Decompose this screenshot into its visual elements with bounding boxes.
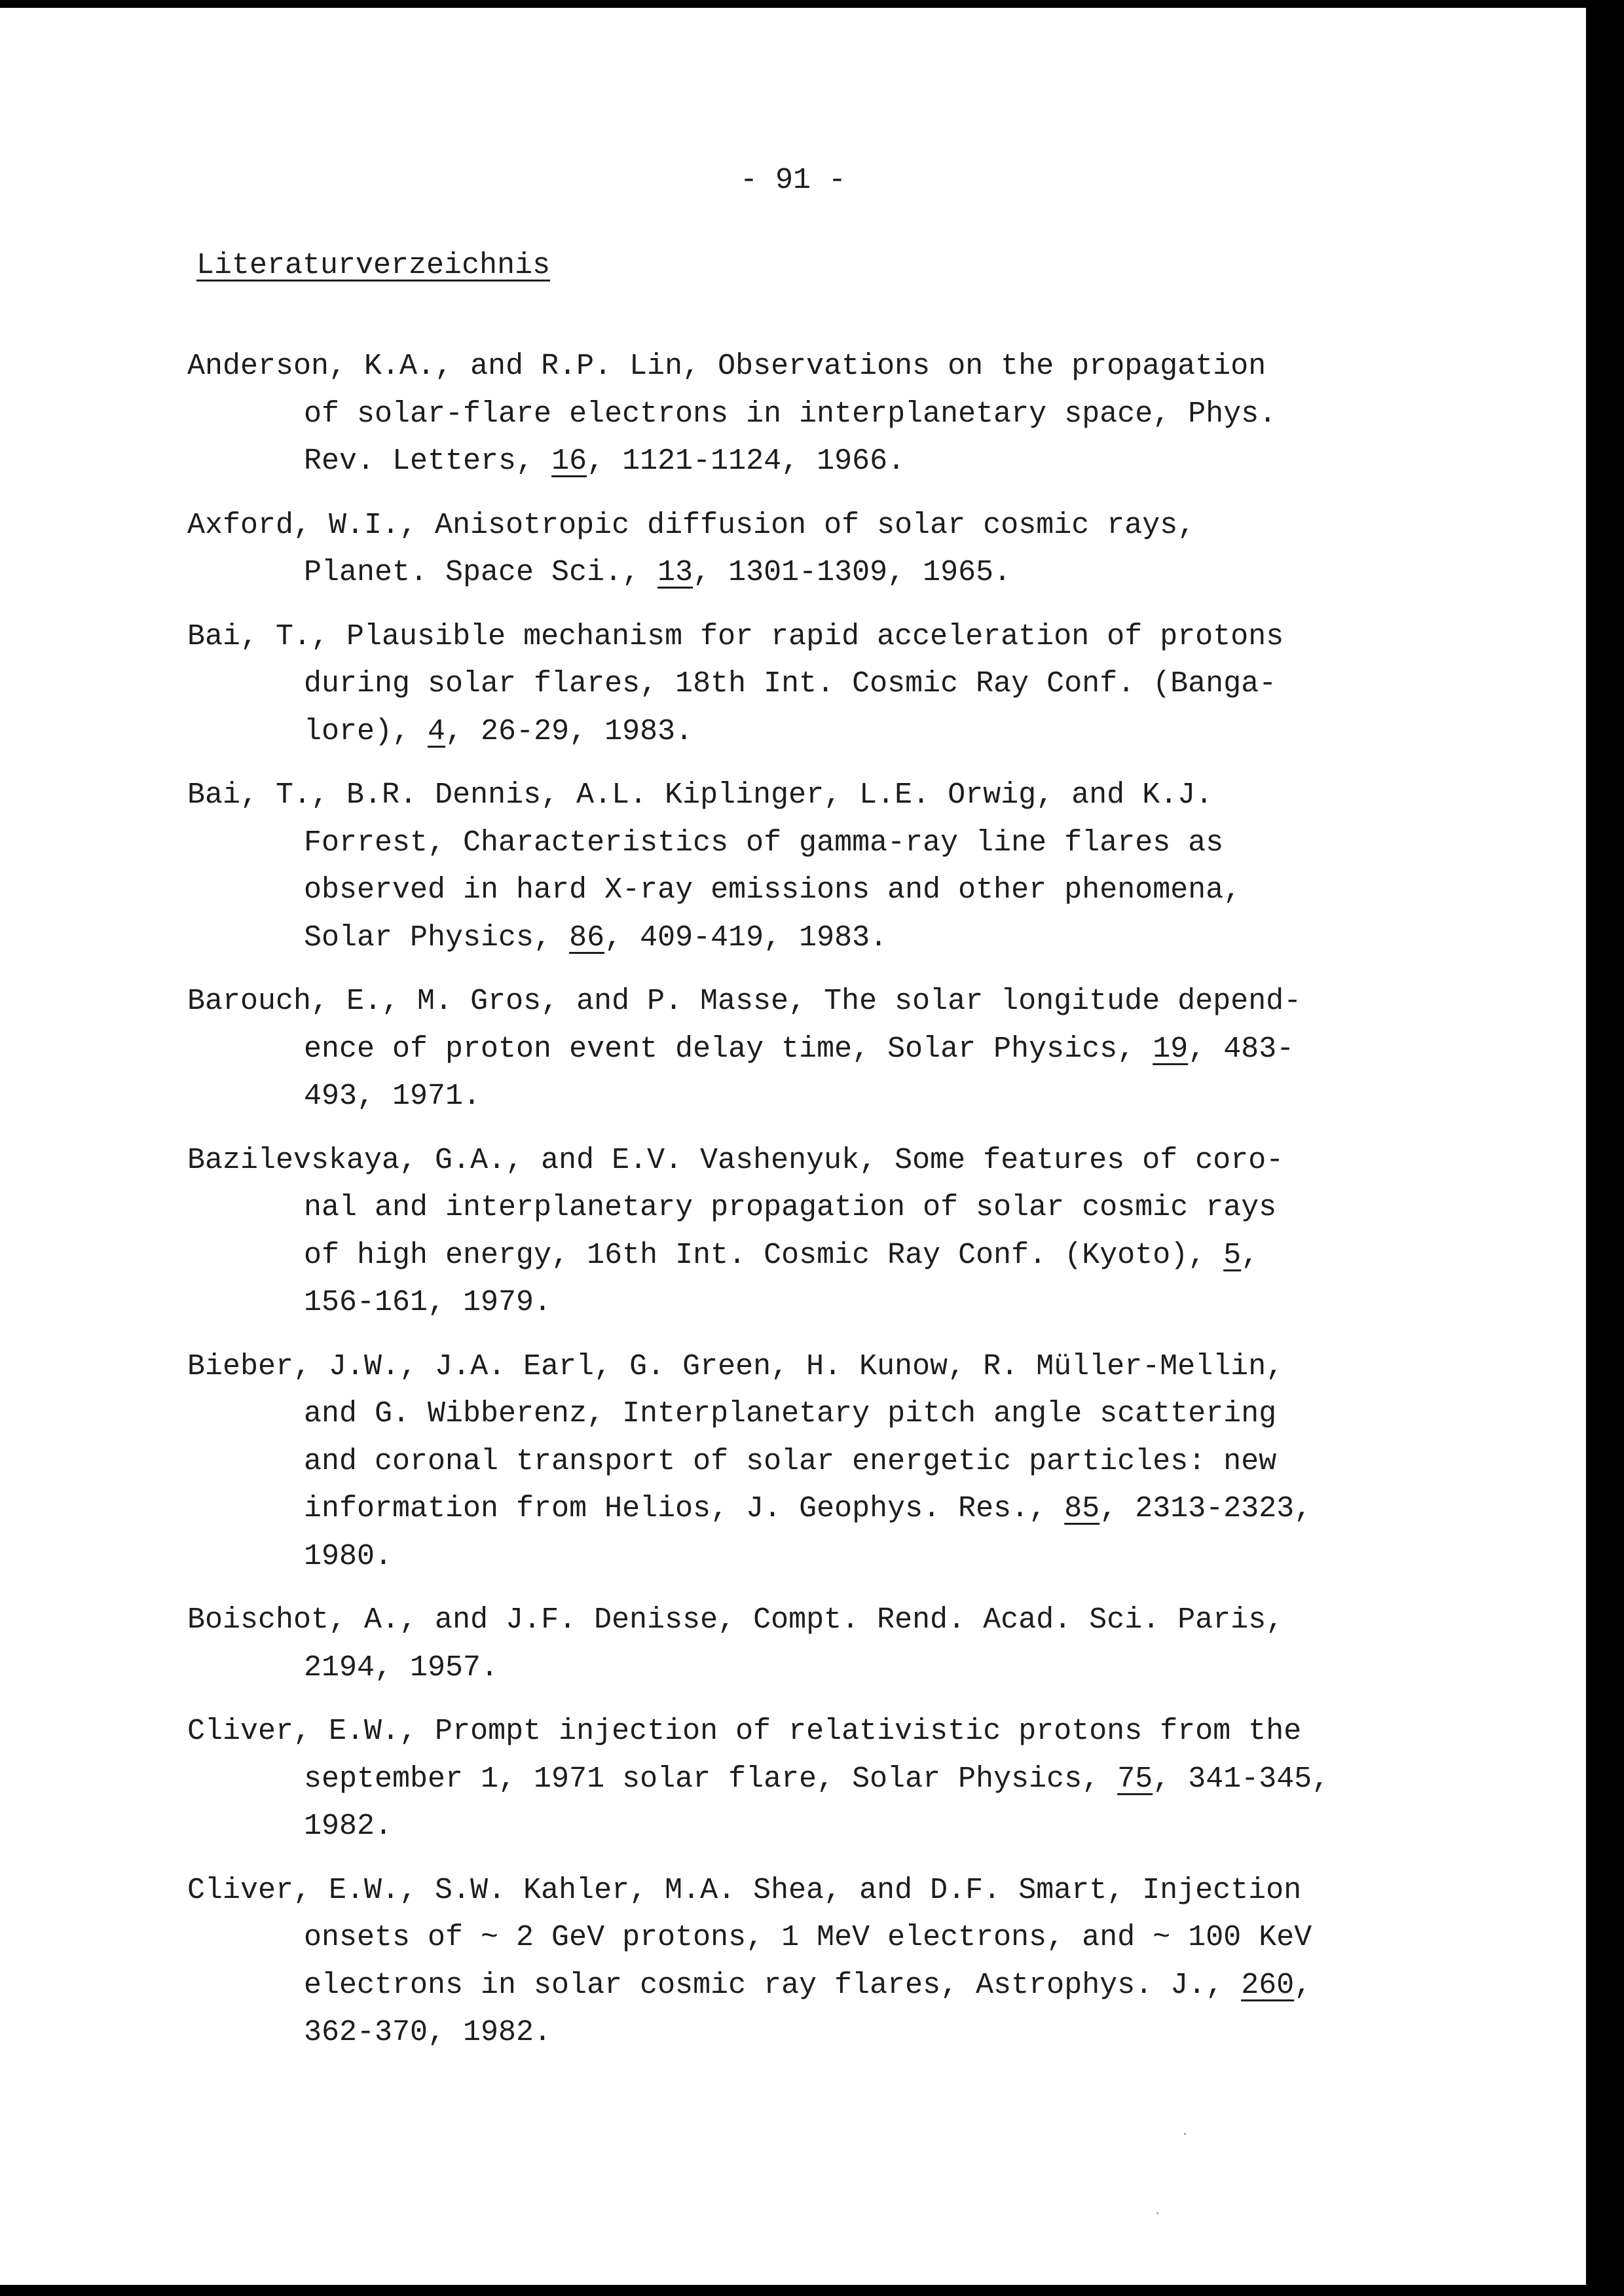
reference-text: Barouch, E., M. Gros, and P. Masse, The solar longitude depend- <box>187 985 1302 1018</box>
reference-line <box>187 1485 1497 1533</box>
reference-text: information from Helios, J. Geophys. Res., <box>304 1492 1065 1525</box>
reference-text: of solar-flare electrons in interplanetary space, Phys. <box>304 397 1277 431</box>
reference-text: , 2313-2323, <box>1099 1492 1312 1525</box>
reference-line <box>187 708 1497 756</box>
reference-entry <box>187 1867 1497 2057</box>
reference-text: Axford, W.I., Anisotropic diffusion of solar cosmic rays, <box>187 508 1196 542</box>
reference-text: observed in hard X-ray emissions and other phenomena, <box>304 873 1242 907</box>
reference-text: of high energy, 16th Int. Cosmic Ray Conf. (Kyoto), <box>304 1238 1224 1272</box>
reference-text: 2194, 1957. <box>304 1650 499 1685</box>
reference-line <box>187 661 1497 708</box>
volume-number: 75 <box>1117 1762 1153 1796</box>
reference-text: Bazilevskaya, G.A., and E.V. Vashenyuk, Some features of coro- <box>187 1143 1284 1177</box>
reference-entry <box>187 1137 1497 1327</box>
reference-line <box>187 1391 1497 1438</box>
reference-text: Rev. Letters, <box>304 445 552 478</box>
reference-text: electrons in solar cosmic ray flares, Astrophys. J., <box>304 1968 1242 2002</box>
volume-number: 4 <box>428 714 446 748</box>
reference-text: and G. Wibberenz, Interplanetary pitch angle scattering <box>304 1397 1277 1430</box>
reference-text: 1980. <box>304 1539 393 1573</box>
reference-entry <box>187 1343 1497 1581</box>
reference-entry <box>187 613 1497 756</box>
reference-line <box>187 1756 1497 1804</box>
page-number: - 91 - <box>740 164 847 197</box>
reference-text: september 1, 1971 solar flare, Solar Physics, <box>304 1762 1118 1796</box>
reference-line <box>187 1708 1497 1756</box>
reference-text: , 409-419, 1983. <box>604 920 888 955</box>
reference-text: Boischot, A., and J.F. Denisse, Compt. Rend. Acad. Sci. Paris, <box>187 1603 1284 1637</box>
reference-text: , 26-29, 1983. <box>445 714 693 748</box>
reference-line <box>187 438 1497 486</box>
reference-text: ence of proton event delay time, Solar Physics, <box>304 1032 1153 1066</box>
reference-text: Cliver, E.W., Prompt injection of relativistic protons from the <box>187 1715 1302 1748</box>
reference-line <box>187 1438 1497 1486</box>
reference-line <box>187 1026 1497 1074</box>
reference-entry <box>187 502 1497 597</box>
reference-line <box>187 915 1497 962</box>
reference-line <box>187 391 1497 439</box>
reference-text: Bai, T., B.R. Dennis, A.L. Kiplinger, L.E. Orwig, and K.J. <box>187 778 1213 812</box>
reference-line <box>187 820 1497 867</box>
volume-number: 16 <box>551 445 587 478</box>
reference-line <box>187 867 1497 915</box>
reference-line <box>187 772 1497 820</box>
scan-speck <box>1184 2133 1186 2135</box>
document-page <box>0 8 1586 2285</box>
reference-line <box>187 1343 1497 1391</box>
reference-text: , 341-345, <box>1153 1762 1330 1796</box>
reference-line <box>187 2009 1497 2057</box>
volume-number: 85 <box>1064 1492 1100 1525</box>
reference-entry <box>187 343 1497 486</box>
reference-list <box>187 343 1497 2073</box>
reference-text: 362-370, 1982. <box>304 2016 552 2049</box>
reference-line <box>187 502 1497 550</box>
reference-text: , <box>1241 1238 1259 1272</box>
reference-line <box>187 1533 1497 1581</box>
reference-text: Planet. Space Sci., <box>304 556 658 589</box>
reference-entry <box>187 1708 1497 1851</box>
reference-line <box>187 1232 1497 1280</box>
reference-text: Solar Physics, <box>304 920 570 955</box>
volume-number: 19 <box>1153 1032 1189 1066</box>
reference-text: 1982. <box>304 1810 393 1843</box>
reference-text: Cliver, E.W., S.W. Kahler, M.A. Shea, and D.F. Smart, Injection <box>187 1873 1302 1907</box>
reference-text: 493, 1971. <box>304 1080 481 1113</box>
volume-number: 5 <box>1223 1238 1242 1272</box>
reference-text: nal and interplanetary propagation of solar cosmic rays <box>304 1191 1277 1224</box>
reference-text: , 1301-1309, 1965. <box>693 556 1012 589</box>
reference-line <box>187 1803 1497 1851</box>
reference-line <box>187 1867 1497 1915</box>
reference-line <box>187 1184 1497 1232</box>
reference-line <box>187 1073 1497 1121</box>
section-heading: Literaturverzeichnis <box>196 249 551 282</box>
reference-line <box>187 978 1497 1026</box>
reference-text: , 1121-1124, 1966. <box>587 445 906 478</box>
reference-line <box>187 1597 1497 1645</box>
reference-line <box>187 549 1497 597</box>
reference-text: Bai, T., Plausible mechanism for rapid acceleration of protons <box>187 619 1284 653</box>
reference-line <box>187 613 1497 661</box>
reference-text: , 483- <box>1188 1032 1295 1066</box>
reference-text: and coronal transport of solar energetic particles: new <box>304 1444 1277 1478</box>
volume-number: 13 <box>657 556 693 589</box>
reference-text: onsets of ~ 2 GeV protons, 1 MeV electrons, and ~ 100 KeV <box>304 1921 1312 1954</box>
reference-entry <box>187 978 1497 1121</box>
reference-text: during solar flares, 18th Int. Cosmic Ray Conf. (Banga- <box>304 667 1277 701</box>
reference-line <box>187 1914 1497 1962</box>
reference-line <box>187 343 1497 391</box>
reference-entry <box>187 1597 1497 1692</box>
reference-text: Bieber, J.W., J.A. Earl, G. Green, H. Kunow, R. Müller-Mellin, <box>187 1349 1284 1383</box>
reference-line <box>187 1962 1497 2010</box>
scan-speck <box>1156 2212 1158 2214</box>
volume-number: 260 <box>1241 1968 1295 2002</box>
reference-text: lore), <box>304 714 428 748</box>
reference-entry <box>187 772 1497 962</box>
volume-number: 86 <box>569 920 605 955</box>
reference-text: 156-161, 1979. <box>304 1286 552 1319</box>
reference-line <box>187 1137 1497 1185</box>
reference-line <box>187 1279 1497 1327</box>
reference-text: Anderson, K.A., and R.P. Lin, Observations on the propagation <box>187 350 1266 383</box>
reference-line <box>187 1645 1497 1692</box>
reference-text: Forrest, Characteristics of gamma-ray line flares as <box>304 826 1224 860</box>
reference-text: , <box>1294 1968 1312 2002</box>
